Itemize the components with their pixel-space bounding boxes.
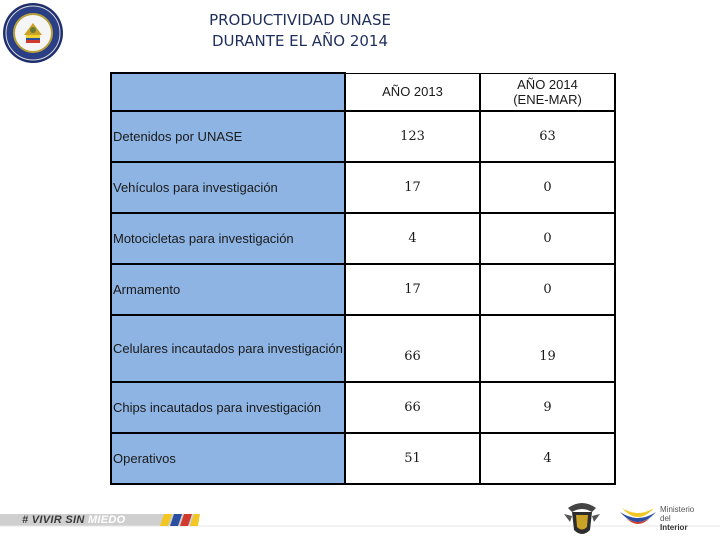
footer-slogan [22, 514, 126, 526]
column-header-2014-line1: AÑO 2014 [517, 76, 578, 92]
unase-badge-logo [2, 2, 64, 64]
table-row [111, 382, 615, 433]
row-label: Detenidos por UNASE [111, 111, 345, 162]
row-label: Operativos [111, 433, 345, 484]
value-2014: 0 [480, 264, 615, 315]
table-row [111, 433, 615, 484]
ministry-logo-icon [618, 502, 658, 532]
column-header-2014-line2: (ENE-MAR) [513, 91, 582, 107]
ministry-line2: del [660, 514, 671, 523]
slogan-highlight: MIEDO [87, 514, 126, 526]
value-2013: 17 [345, 264, 480, 315]
row-label: Chips incautados para investigación [111, 382, 345, 433]
value-2013: 123 [345, 111, 480, 162]
flag-stripes-icon [160, 514, 200, 526]
table-row [111, 315, 615, 382]
value-2014: 4 [480, 433, 615, 484]
value-2014: 63 [480, 111, 615, 162]
table-row [111, 111, 615, 162]
value-2014: 9 [480, 382, 615, 433]
row-label: Motocicletas para investigación [111, 213, 345, 264]
value-2013: 17 [345, 162, 480, 213]
row-label: Celulares incautados para investigación [111, 315, 345, 382]
value-2013: 66 [345, 382, 480, 433]
table-row [111, 162, 615, 213]
police-emblem-icon [562, 500, 602, 538]
value-2014: 0 [480, 213, 615, 264]
page-title [150, 10, 450, 52]
row-label: Armamento [111, 264, 345, 315]
table-row [111, 213, 615, 264]
row-label: Vehículos para investigación [111, 162, 345, 213]
value-2013: 66 [345, 315, 480, 382]
value-2014: 19 [480, 315, 615, 382]
header-blank-cell [111, 73, 345, 111]
value-2013: 51 [345, 433, 480, 484]
page-title-line1: PRODUCTIVIDAD UNASE [209, 11, 391, 29]
productivity-table [110, 72, 616, 485]
table-header-row [111, 73, 615, 111]
value-2013: 4 [345, 213, 480, 264]
page-title-line2: DURANTE EL AÑO 2014 [211, 32, 389, 50]
value-2014: 0 [480, 162, 615, 213]
slogan-prefix: # VIVIR SIN [22, 514, 88, 526]
ministry-line1: Ministerio [660, 505, 695, 514]
column-header-2013: AÑO 2013 [345, 73, 480, 111]
column-header-2014 [480, 73, 615, 111]
table-row [111, 264, 615, 315]
ministry-name [660, 505, 694, 532]
ministry-line3: Interior [660, 523, 688, 532]
